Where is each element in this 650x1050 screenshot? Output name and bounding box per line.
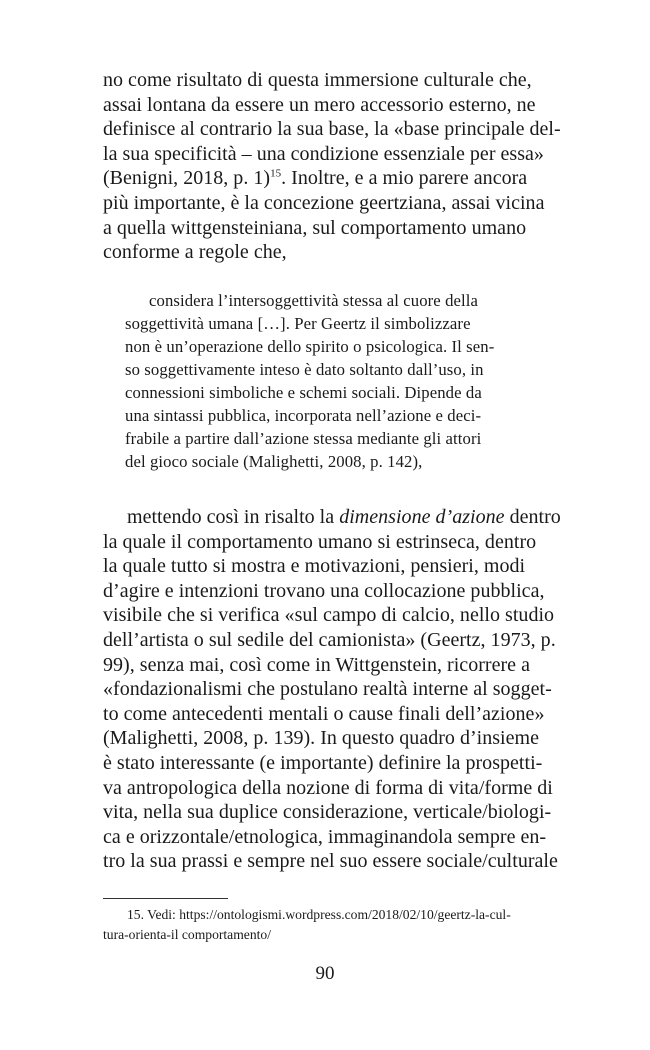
- footnote-line: 15. Vedi: https://ontologismi.wordpress.com/2018/02/10/geertz-la-cul-: [127, 907, 511, 922]
- text-fragment: mettendo così in risalto la: [127, 506, 340, 528]
- emphasis-text: dimensione d’azione: [339, 506, 505, 528]
- text-line: più importante, è la concezione geertziana, assai vicina: [103, 191, 545, 214]
- quote-line: non è un’operazione dello spirito o psicologica. Il sen-: [125, 337, 495, 356]
- footnote: [103, 905, 547, 945]
- quote-line: frabile a partire dall’azione stessa mediante gli attori: [125, 429, 482, 448]
- quote-line: connessioni simboliche e schemi sociali. Dipende da: [125, 383, 482, 402]
- block-quote: [125, 289, 545, 473]
- text-line: va antropologica della nozione di forma di vita/forme di: [103, 776, 553, 799]
- text-line: [103, 166, 547, 191]
- text-line: «fondazionalismi che postulano realtà interne al sogget-: [103, 678, 552, 701]
- text-line: è stato interessante (e importante) definire la prospetti-: [103, 751, 543, 774]
- text-line: conforme a regole che,: [103, 241, 287, 264]
- footnote-line: tura-orienta-il comportamento/: [103, 927, 271, 942]
- text-line: dell’artista o sul sedile del camionista» (Geertz, 1973, p.: [103, 628, 556, 651]
- text-fragment: . Inoltre, e a mio parere ancora: [281, 167, 528, 190]
- text-line: 99), senza mai, così come in Wittgenstein, ricorrere a: [103, 653, 530, 676]
- text-line: (Malighetti, 2008, p. 139). In questo quadro d’insieme: [103, 727, 540, 750]
- text-line: la sua specificità – una condizione essenziale per essa»: [103, 142, 544, 165]
- text-line: ca e orizzontale/etnologica, immaginandola sempre en-: [103, 825, 547, 848]
- citation-text: (Benigni, 2018, p. 1): [103, 167, 271, 190]
- text-line: visibile che si verifica «sul campo di calcio, nello studio: [103, 604, 555, 627]
- text-line: [103, 505, 561, 530]
- text-line: la quale tutto si mostra e motivazioni, pensieri, modi: [103, 555, 526, 578]
- text-line: la quale il comportamento umano si estrinseca, dentro: [103, 530, 537, 553]
- body-paragraph-2: [103, 505, 561, 874]
- text-line: definisce al contrario la sua base, la «base principale del-: [103, 118, 561, 141]
- footnote-separator: [103, 898, 228, 899]
- text-line: assai lontana da essere un mero accessorio esterno, ne: [103, 93, 536, 116]
- text-line: d’agire e intenzioni trovano una collocazione pubblica,: [103, 579, 545, 602]
- text-line: tro la sua prassi e sempre nel suo essere sociale/culturale: [103, 850, 558, 873]
- text-fragment: dentro: [504, 506, 561, 528]
- quote-line: una sintassi pubblica, incorporata nell’azione e deci-: [125, 406, 482, 425]
- text-line: vita, nella sua duplice considerazione, verticale/biologi-: [103, 801, 552, 824]
- text-line: no come risultato di questa immersione culturale che,: [103, 69, 532, 91]
- footnote-marker: 15: [270, 167, 282, 180]
- text-line: to come antecedenti mentali o cause finali dell’azione»: [103, 702, 545, 725]
- body-paragraph-1: [103, 68, 561, 265]
- page-number: 90: [315, 963, 335, 984]
- quote-line: del gioco sociale (Malighetti, 2008, p. 142),: [125, 452, 423, 471]
- quote-line: considera l’intersoggettività stessa al cuore della: [149, 291, 478, 310]
- quote-line: soggettività umana […]. Per Geertz il simbolizzare: [125, 314, 471, 333]
- quote-line: so soggettivamente inteso è dato soltanto dall’uso, in: [125, 360, 484, 379]
- text-line: a quella wittgensteiniana, sul comportamento umano: [103, 216, 527, 239]
